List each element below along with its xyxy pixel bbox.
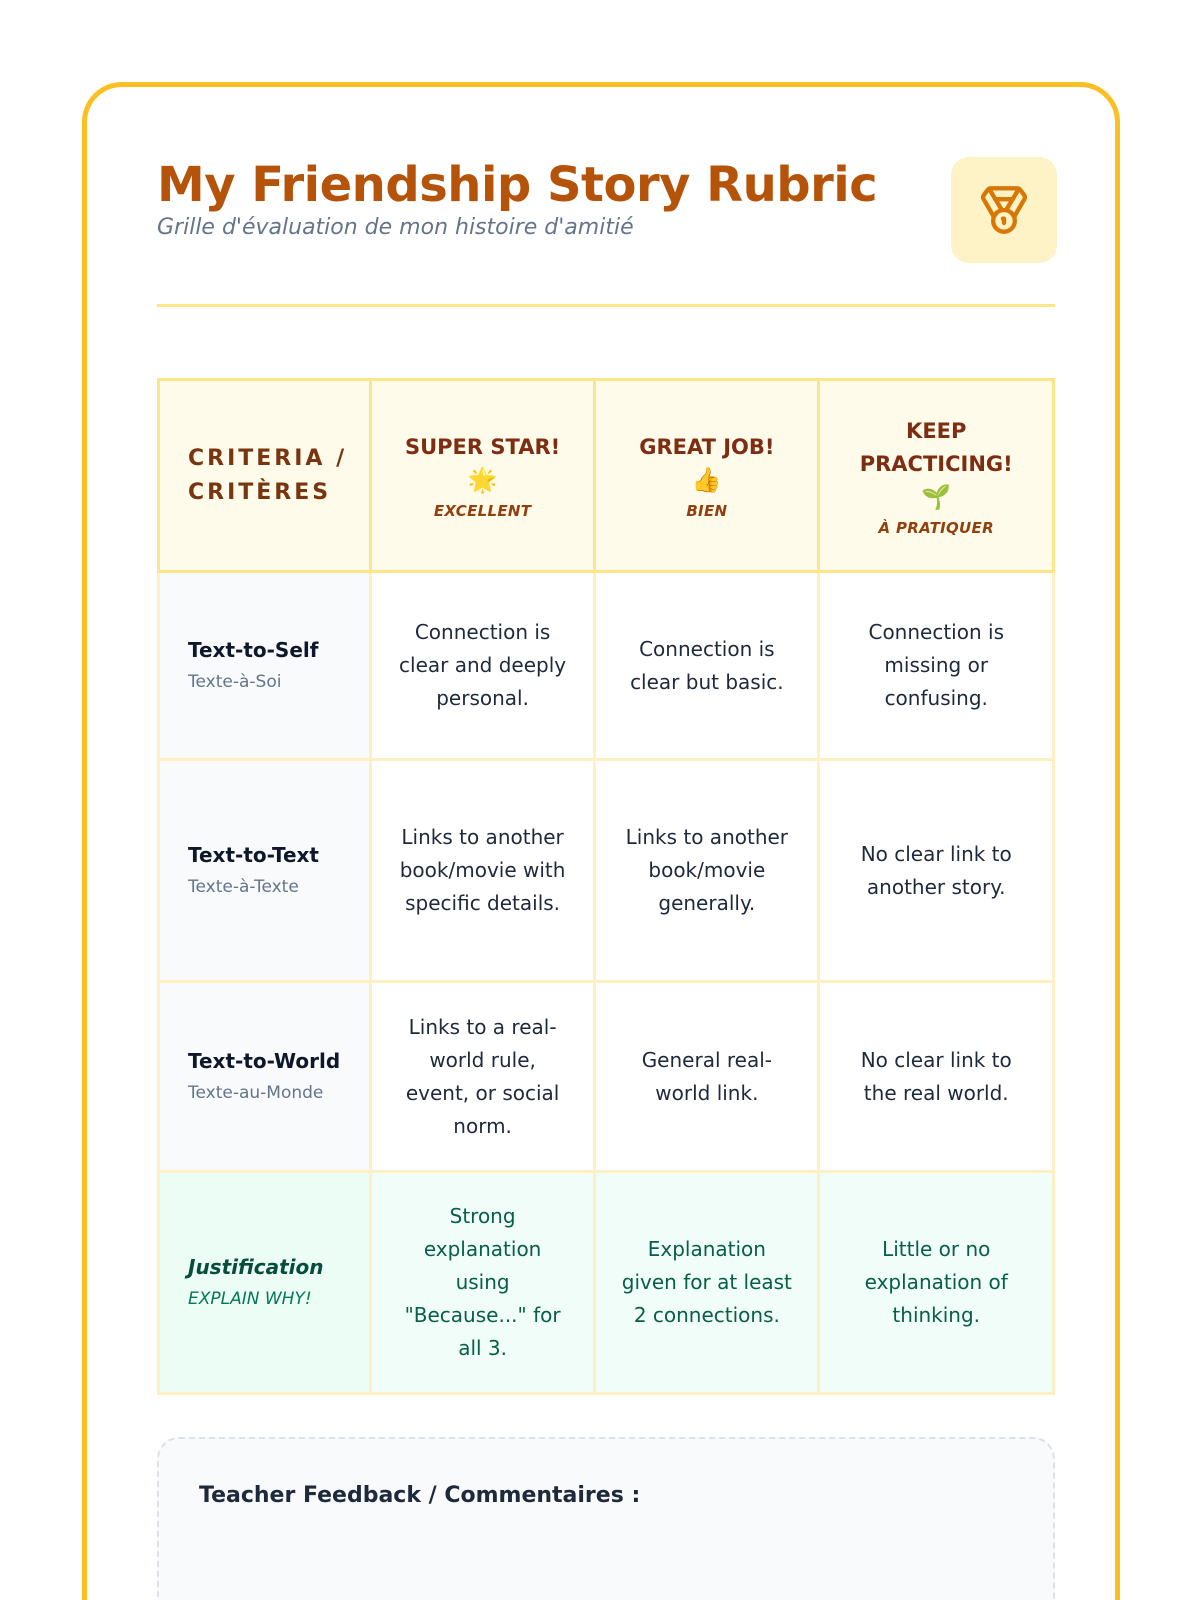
medal-badge — [951, 157, 1057, 263]
rubric-table — [157, 378, 1055, 1395]
rubric-card — [82, 82, 1120, 1600]
rubric-cell: Links to a real-world rule, event, or social norm. — [370, 982, 594, 1172]
rubric-header — [157, 157, 1055, 317]
level-label: GREAT JOB! — [639, 435, 775, 459]
header-divider — [157, 304, 1055, 307]
row-header — [159, 982, 371, 1172]
rubric-cell: Links to another book/movie generally. — [595, 760, 819, 982]
row-header — [159, 1172, 371, 1394]
row-title-fr: Texte-à-Texte — [188, 877, 299, 897]
teacher-feedback-box[interactable] — [157, 1437, 1055, 1600]
rubric-cell: Connection is clear but basic. — [595, 572, 819, 760]
seedling-icon: 🌱 — [921, 482, 952, 511]
criteria-label-en: CRITERIA / — [188, 445, 348, 471]
rubric-cell: Strong explanation using "Because..." for all 3. — [370, 1172, 594, 1394]
level-label-line2: PRACTICING! — [859, 451, 1013, 476]
level-header-super-star — [370, 380, 594, 572]
page-title: My Friendship Story Rubric — [157, 157, 878, 213]
medal-icon — [978, 184, 1030, 236]
rubric-cell: Little or no explanation of thinking. — [819, 1172, 1054, 1394]
row-title-en: Text-to-Self — [188, 638, 319, 662]
level-header-keep-practicing — [819, 380, 1054, 572]
row-title-fr: EXPLAIN WHY! — [188, 1289, 312, 1309]
row-title-fr: Texte-à-Soi — [188, 672, 282, 692]
thumbs-up-icon: 👍 — [691, 466, 722, 494]
rubric-cell: Explanation given for at least 2 connections. — [595, 1172, 819, 1394]
row-title-en: Text-to-Text — [188, 843, 319, 867]
star-icon: 🌟 — [467, 466, 498, 494]
row-title-en: Text-to-World — [188, 1049, 341, 1073]
row-title-fr: Texte-au-Monde — [188, 1083, 324, 1103]
rubric-cell: Links to another book/movie with specific details. — [370, 760, 594, 982]
rubric-cell: No clear link to another story. — [819, 760, 1054, 982]
row-header — [159, 760, 371, 982]
page-subtitle: Grille d'évaluation de mon histoire d'amitié — [157, 215, 634, 240]
rubric-row-text-to-self — [159, 572, 1054, 760]
feedback-label: Teacher Feedback / Commentaires : — [199, 1483, 641, 1508]
level-label-fr: EXCELLENT — [433, 502, 532, 520]
level-label: SUPER STAR! — [404, 435, 561, 459]
rubric-cell: General real-world link. — [595, 982, 819, 1172]
row-title-en: Justification — [188, 1255, 324, 1279]
criteria-label-fr: CRITÈRES — [188, 479, 332, 505]
rubric-cell: Connection is clear and deeply personal. — [370, 572, 594, 760]
level-label-fr: BIEN — [686, 502, 728, 520]
rubric-row-text-to-world — [159, 982, 1054, 1172]
rubric-row-justification — [159, 1172, 1054, 1394]
rubric-row-text-to-text — [159, 760, 1054, 982]
rubric-cell: No clear link to the real world. — [819, 982, 1054, 1172]
level-label-line1: KEEP — [906, 418, 967, 443]
row-header — [159, 572, 371, 760]
criteria-column-header — [159, 380, 371, 572]
rubric-cell: Connection is missing or confusing. — [819, 572, 1054, 760]
level-header-great-job — [595, 380, 819, 572]
level-label-fr: À PRATIQUER — [878, 518, 994, 537]
rubric-header-row — [159, 380, 1054, 572]
